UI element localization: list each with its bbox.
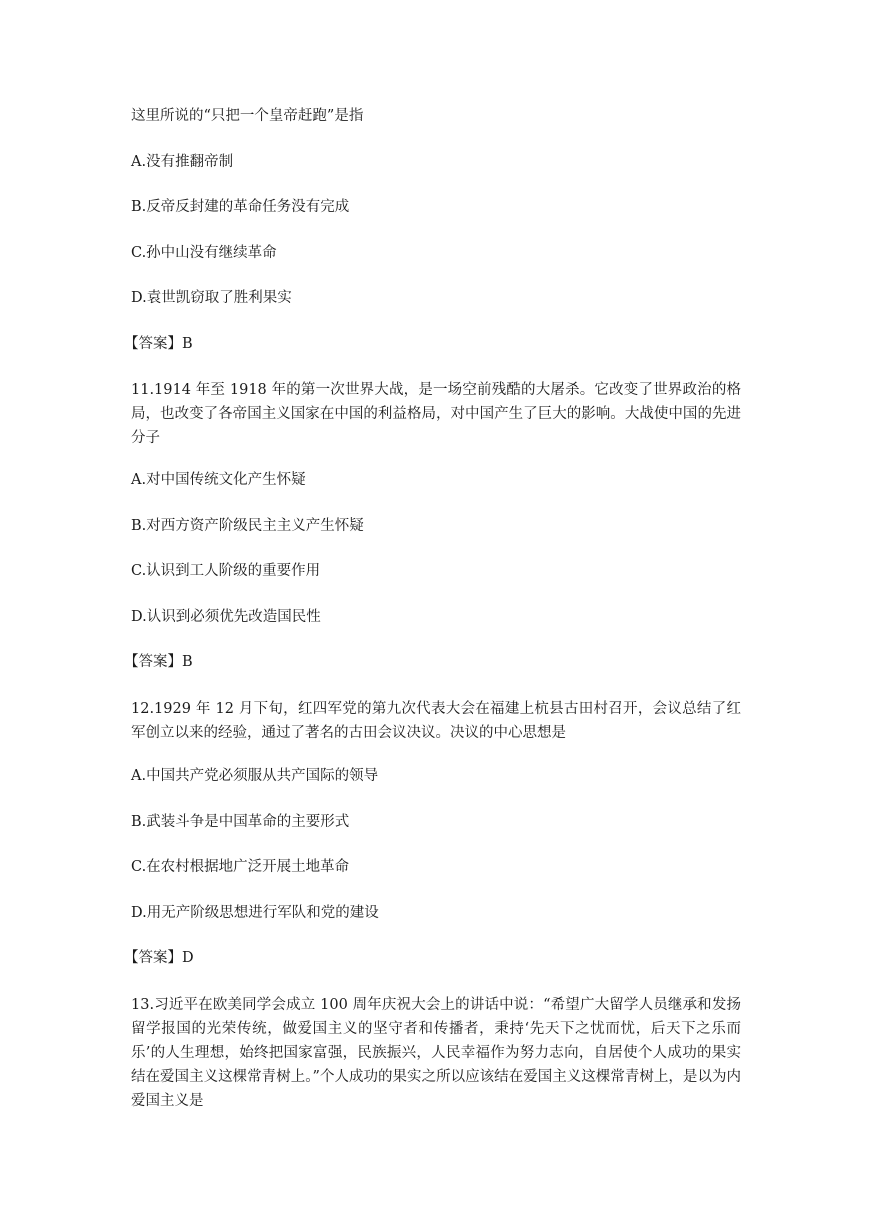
question-10-option-a: A.没有推翻帝制 (131, 154, 234, 170)
question-11-option-d: D.认识到必须优先改造国民性 (131, 609, 321, 625)
question-11-stem: 11.1914 年至 1918 年的第一次世界大战，是一场空前残酷的大屠杀。它改变了世界政治的格局，也改变了各帝国主义国家在中国的利益格局，对中国产生了巨大的影响。大战使中国的先进分子 (131, 382, 741, 446)
question-11-option-a: A.对中国传统文化产生怀疑 (131, 472, 306, 488)
question-10-option-b: B.反帝反封建的革命任务没有完成 (131, 199, 350, 215)
question-10-stem-tail: 这里所说的“只把一个皇帝赶跑”是指 (131, 108, 364, 124)
question-12-stem: 12.1929 年 12 月下旬，红四军党的第九次代表大会在福建上杭县古田村召开，会议总结了红军创立以来的经验，通过了著名的古田会议决议。决议的中心思想是 (131, 701, 741, 741)
question-10-option-d: D.袁世凯窃取了胜利果实 (131, 290, 292, 306)
question-12-option-c: C.在农村根据地广泛开展土地革命 (131, 859, 350, 875)
question-12-answer: 【答案】D (124, 950, 194, 966)
question-12-option-b: B.武装斗争是中国革命的主要形式 (131, 814, 350, 830)
question-13-stem: 13.习近平在欧美同学会成立 100 周年庆祝大会上的讲话中说：“希望广大留学人员继承和发扬留学报国的光荣传统，做爱国主义的坚守者和传播者，秉持‘先天下之忧而忧，后天下之乐而乐’的人生理想，始终把国家富强，民族振兴，人民幸福作为努力志向，自居使个人成功的果实结在爱国主义这棵常青树上。”个人成功的果实之所以应该结在爱国主义这棵常青树上，是以为内爱国主义是 (131, 997, 741, 1109)
question-11-option-b: B.对西方资产阶级民主主义产生怀疑 (131, 518, 364, 534)
question-11-option-c: C.认识到工人阶级的重要作用 (131, 563, 321, 579)
question-11-answer: 【答案】B (124, 654, 193, 670)
question-10-option-c: C.孙中山没有继续革命 (131, 245, 277, 261)
question-12-option-d: D.用无产阶级思想进行军队和党的建设 (131, 905, 379, 921)
question-12-option-a: A.中国共产党必须服从共产国际的领导 (131, 768, 379, 784)
question-10-answer: 【答案】B (124, 336, 193, 352)
